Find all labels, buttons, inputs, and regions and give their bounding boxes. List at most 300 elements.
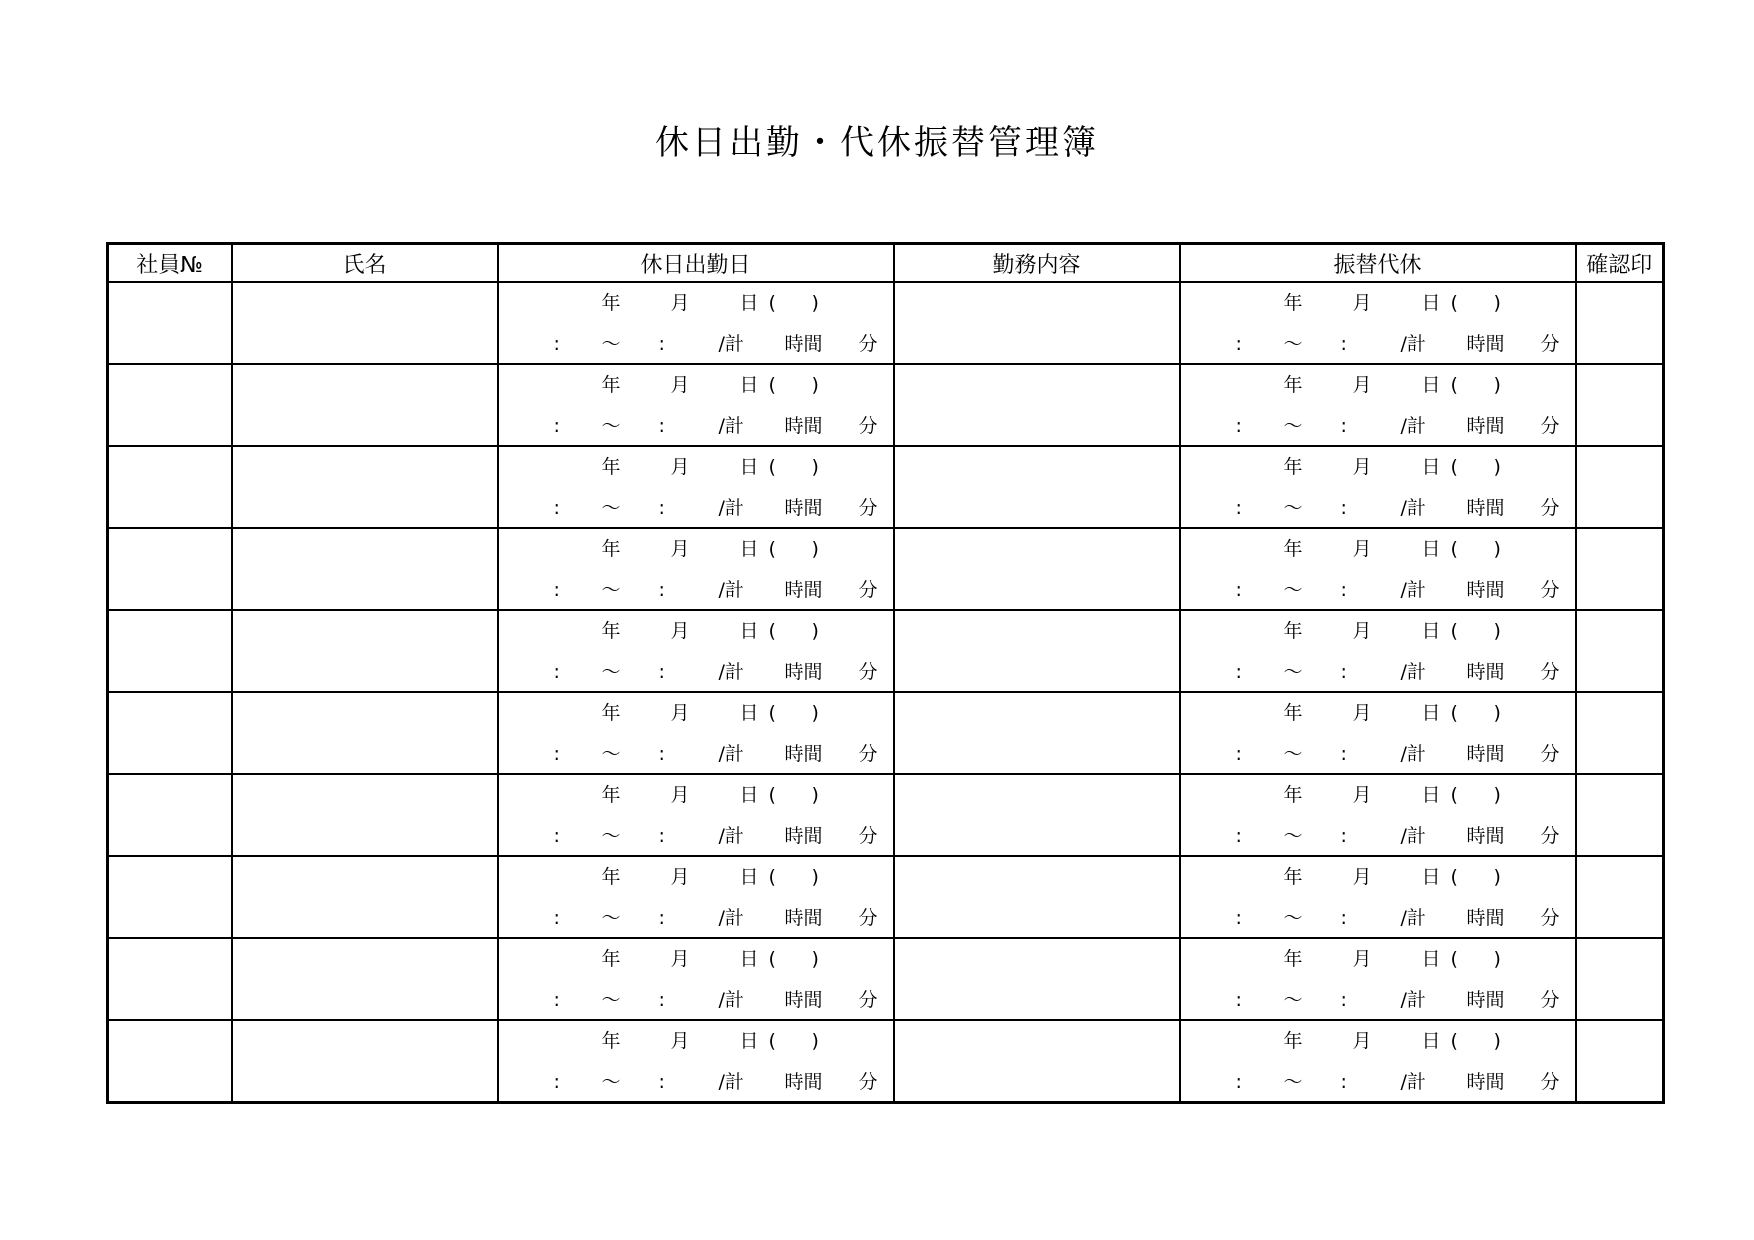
substitute-holiday-cell[interactable]	[1180, 774, 1576, 856]
substitute-holiday-time-colon-start-label: :	[1235, 1071, 1242, 1093]
confirm-seal-cell[interactable]	[1576, 364, 1664, 446]
holiday-work-time-tilde-label: ～	[601, 497, 621, 519]
substitute-holiday-day-label: 日	[1421, 620, 1441, 642]
employee-no-cell-value	[109, 1021, 231, 1101]
confirm-seal-cell[interactable]	[1576, 692, 1664, 774]
substitute-holiday-month-label: 月	[1352, 538, 1372, 560]
substitute-holiday-day-label: 日	[1421, 456, 1441, 478]
substitute-holiday-time-minutes-label: 分	[1540, 497, 1560, 519]
name-cell-value	[233, 283, 497, 363]
holiday-work-time-colon-end-label: :	[658, 415, 665, 437]
work-content-cell[interactable]	[894, 446, 1180, 528]
work-content-cell-value	[895, 283, 1179, 363]
substitute-holiday-time-colon-start-label: :	[1235, 989, 1242, 1011]
confirm-seal-cell[interactable]	[1576, 610, 1664, 692]
substitute-holiday-fields	[1181, 1021, 1575, 1101]
substitute-holiday-time-minutes-label: 分	[1540, 415, 1560, 437]
employee-no-cell[interactable]	[108, 938, 232, 1020]
name-cell-value	[233, 529, 497, 609]
substitute-holiday-open-paren-label: (	[1450, 948, 1458, 970]
holiday-work-time-minutes-label: 分	[858, 825, 878, 847]
holiday-work-time-hours-label: 時間	[784, 1071, 823, 1093]
name-cell[interactable]	[232, 282, 498, 364]
table-row	[108, 1020, 1664, 1103]
substitute-holiday-day-label: 日	[1421, 538, 1441, 560]
holiday-work-time-hours-label: 時間	[784, 415, 823, 437]
holiday-work-time-total-label: /計	[718, 333, 744, 355]
holiday-work-time-colon-start-label: :	[553, 497, 560, 519]
substitute-holiday-month-label: 月	[1352, 866, 1372, 888]
substitute-holiday-time-colon-start-label: :	[1235, 907, 1242, 929]
holiday-work-time-minutes-label: 分	[858, 661, 878, 683]
holiday-work-open-paren-label: (	[768, 784, 776, 806]
holiday-work-time-total-label: /計	[718, 1071, 744, 1093]
holiday-work-close-paren-label: )	[811, 374, 819, 396]
holiday-work-time-minutes-label: 分	[858, 1071, 878, 1093]
substitute-holiday-year-label: 年	[1283, 620, 1303, 642]
table-row	[108, 446, 1664, 528]
substitute-holiday-day-label: 日	[1421, 292, 1441, 314]
holiday-work-cell[interactable]	[498, 1020, 894, 1103]
substitute-holiday-close-paren-label: )	[1493, 866, 1501, 888]
work-content-cell[interactable]	[894, 856, 1180, 938]
name-cell-value	[233, 611, 497, 691]
holiday-work-time-colon-start-label: :	[553, 825, 560, 847]
page-title: 休日出勤・代休振替管理簿	[655, 123, 1099, 163]
holiday-work-time-hours-label: 時間	[784, 825, 823, 847]
name-cell-value	[233, 857, 497, 937]
confirm-seal-cell-value	[1577, 775, 1663, 855]
substitute-holiday-time-total-label: /計	[1400, 825, 1426, 847]
substitute-holiday-cell[interactable]	[1180, 528, 1576, 610]
work-content-cell-value	[895, 1021, 1179, 1101]
holiday-work-fields	[499, 693, 893, 773]
substitute-holiday-time-total-label: /計	[1400, 1071, 1426, 1093]
holiday-work-month-label: 月	[670, 292, 690, 314]
substitute-holiday-day-label: 日	[1421, 702, 1441, 724]
holiday-work-time-hours-label: 時間	[784, 907, 823, 929]
employee-no-cell[interactable]	[108, 692, 232, 774]
substitute-holiday-time-colon-end-label: :	[1340, 333, 1347, 355]
substitute-holiday-time-colon-end-label: :	[1340, 415, 1347, 437]
substitute-holiday-close-paren-label: )	[1493, 374, 1501, 396]
substitute-holiday-time-hours-label: 時間	[1466, 415, 1505, 437]
substitute-holiday-time-tilde-label: ～	[1283, 661, 1303, 683]
holiday-work-month-label: 月	[670, 456, 690, 478]
substitute-holiday-fields	[1181, 447, 1575, 527]
holiday-work-time-hours-label: 時間	[784, 743, 823, 765]
holiday-work-cell[interactable]	[498, 610, 894, 692]
substitute-holiday-time-tilde-label: ～	[1283, 1071, 1303, 1093]
name-cell[interactable]	[232, 528, 498, 610]
substitute-holiday-time-colon-end-label: :	[1340, 989, 1347, 1011]
substitute-holiday-open-paren-label: (	[1450, 784, 1458, 806]
confirm-seal-cell-value	[1577, 939, 1663, 1019]
header-employee-no: 社員№	[108, 244, 232, 283]
confirm-seal-cell[interactable]	[1576, 938, 1664, 1020]
substitute-holiday-time-colon-start-label: :	[1235, 661, 1242, 683]
table-row	[108, 364, 1664, 446]
holiday-work-close-paren-label: )	[811, 620, 819, 642]
substitute-holiday-open-paren-label: (	[1450, 538, 1458, 560]
confirm-seal-cell[interactable]	[1576, 528, 1664, 610]
substitute-holiday-time-colon-end-label: :	[1340, 1071, 1347, 1093]
work-content-cell[interactable]	[894, 364, 1180, 446]
holiday-work-open-paren-label: (	[768, 948, 776, 970]
confirm-seal-cell[interactable]	[1576, 856, 1664, 938]
holiday-work-day-label: 日	[739, 784, 759, 806]
holiday-work-open-paren-label: (	[768, 292, 776, 314]
substitute-holiday-time-hours-label: 時間	[1466, 1071, 1505, 1093]
holiday-work-time-hours-label: 時間	[784, 661, 823, 683]
holiday-work-fields	[499, 775, 893, 855]
work-content-cell[interactable]	[894, 610, 1180, 692]
holiday-work-time-colon-start-label: :	[553, 1071, 560, 1093]
holiday-work-fields	[499, 611, 893, 691]
employee-no-cell[interactable]	[108, 528, 232, 610]
holiday-work-close-paren-label: )	[811, 456, 819, 478]
substitute-holiday-month-label: 月	[1352, 374, 1372, 396]
holiday-work-month-label: 月	[670, 866, 690, 888]
employee-no-cell-value	[109, 611, 231, 691]
substitute-holiday-year-label: 年	[1283, 866, 1303, 888]
holiday-work-time-minutes-label: 分	[858, 333, 878, 355]
table-row	[108, 692, 1664, 774]
substitute-holiday-time-tilde-label: ～	[1283, 497, 1303, 519]
work-content-cell-value	[895, 365, 1179, 445]
holiday-work-time-total-label: /計	[718, 579, 744, 601]
substitute-holiday-fields	[1181, 611, 1575, 691]
substitute-holiday-open-paren-label: (	[1450, 620, 1458, 642]
table-row	[108, 528, 1664, 610]
confirm-seal-cell-value	[1577, 693, 1663, 773]
substitute-holiday-close-paren-label: )	[1493, 1030, 1501, 1052]
substitute-holiday-time-hours-label: 時間	[1466, 333, 1505, 355]
name-cell[interactable]	[232, 938, 498, 1020]
holiday-work-year-label: 年	[601, 784, 621, 806]
substitute-holiday-year-label: 年	[1283, 948, 1303, 970]
substitute-holiday-time-colon-end-label: :	[1340, 497, 1347, 519]
confirm-seal-cell[interactable]	[1576, 774, 1664, 856]
holiday-work-month-label: 月	[670, 784, 690, 806]
employee-no-cell[interactable]	[108, 1020, 232, 1103]
substitute-holiday-time-minutes-label: 分	[1540, 825, 1560, 847]
header-substitute-holiday: 振替代休	[1180, 244, 1576, 283]
holiday-work-time-colon-start-label: :	[553, 579, 560, 601]
substitute-holiday-fields	[1181, 939, 1575, 1019]
employee-no-cell-value	[109, 939, 231, 1019]
substitute-holiday-fields	[1181, 283, 1575, 363]
holiday-work-time-colon-start-label: :	[553, 333, 560, 355]
holiday-work-time-tilde-label: ～	[601, 415, 621, 437]
holiday-work-time-tilde-label: ～	[601, 825, 621, 847]
substitute-holiday-year-label: 年	[1283, 784, 1303, 806]
holiday-work-open-paren-label: (	[768, 1030, 776, 1052]
substitute-holiday-time-total-label: /計	[1400, 415, 1426, 437]
holiday-work-time-colon-start-label: :	[553, 989, 560, 1011]
substitute-holiday-time-colon-start-label: :	[1235, 579, 1242, 601]
holiday-work-day-label: 日	[739, 948, 759, 970]
holiday-work-time-hours-label: 時間	[784, 989, 823, 1011]
name-cell[interactable]	[232, 774, 498, 856]
holiday-work-open-paren-label: (	[768, 374, 776, 396]
substitute-holiday-time-tilde-label: ～	[1283, 333, 1303, 355]
holiday-work-year-label: 年	[601, 292, 621, 314]
holiday-work-time-minutes-label: 分	[858, 743, 878, 765]
substitute-holiday-month-label: 月	[1352, 456, 1372, 478]
holiday-work-time-tilde-label: ～	[601, 661, 621, 683]
holiday-work-time-colon-start-label: :	[553, 415, 560, 437]
substitute-holiday-time-total-label: /計	[1400, 907, 1426, 929]
name-cell-value	[233, 1021, 497, 1101]
substitute-holiday-time-hours-label: 時間	[1466, 579, 1505, 601]
substitute-holiday-cell[interactable]	[1180, 1020, 1576, 1103]
holiday-work-year-label: 年	[601, 538, 621, 560]
holiday-work-fields	[499, 1021, 893, 1101]
header-name: 氏名	[232, 244, 498, 283]
holiday-work-year-label: 年	[601, 702, 621, 724]
holiday-work-cell[interactable]	[498, 774, 894, 856]
table-row	[108, 610, 1664, 692]
substitute-holiday-open-paren-label: (	[1450, 1030, 1458, 1052]
work-content-cell[interactable]	[894, 1020, 1180, 1103]
substitute-holiday-close-paren-label: )	[1493, 948, 1501, 970]
holiday-work-day-label: 日	[739, 292, 759, 314]
substitute-holiday-month-label: 月	[1352, 292, 1372, 314]
holiday-work-open-paren-label: (	[768, 620, 776, 642]
substitute-holiday-year-label: 年	[1283, 538, 1303, 560]
confirm-seal-cell-value	[1577, 611, 1663, 691]
header-confirm-seal: 確認印	[1576, 244, 1664, 283]
name-cell-value	[233, 365, 497, 445]
employee-no-cell[interactable]	[108, 446, 232, 528]
holiday-work-time-total-label: /計	[718, 907, 744, 929]
holiday-work-time-colon-end-label: :	[658, 579, 665, 601]
holiday-work-time-tilde-label: ～	[601, 743, 621, 765]
substitute-holiday-time-minutes-label: 分	[1540, 579, 1560, 601]
employee-no-cell[interactable]	[108, 856, 232, 938]
name-cell[interactable]	[232, 1020, 498, 1103]
holiday-work-time-total-label: /計	[718, 825, 744, 847]
employee-no-cell[interactable]	[108, 282, 232, 364]
substitute-holiday-fields	[1181, 529, 1575, 609]
employee-no-cell[interactable]	[108, 610, 232, 692]
employee-no-cell-value	[109, 857, 231, 937]
holiday-work-time-colon-end-label: :	[658, 907, 665, 929]
holiday-work-day-label: 日	[739, 866, 759, 888]
employee-no-cell-value	[109, 447, 231, 527]
substitute-holiday-time-total-label: /計	[1400, 989, 1426, 1011]
substitute-holiday-time-colon-start-label: :	[1235, 415, 1242, 437]
work-content-cell[interactable]	[894, 528, 1180, 610]
confirm-seal-cell-value	[1577, 447, 1663, 527]
holiday-work-time-minutes-label: 分	[858, 579, 878, 601]
holiday-work-cell[interactable]	[498, 528, 894, 610]
name-cell[interactable]	[232, 856, 498, 938]
holiday-work-close-paren-label: )	[811, 1030, 819, 1052]
substitute-holiday-time-colon-start-label: :	[1235, 825, 1242, 847]
holiday-work-time-total-label: /計	[718, 661, 744, 683]
substitute-holiday-cell[interactable]	[1180, 610, 1576, 692]
substitute-holiday-time-minutes-label: 分	[1540, 989, 1560, 1011]
holiday-work-day-label: 日	[739, 1030, 759, 1052]
holiday-work-time-tilde-label: ～	[601, 333, 621, 355]
holiday-work-open-paren-label: (	[768, 866, 776, 888]
work-content-cell[interactable]	[894, 282, 1180, 364]
holiday-work-close-paren-label: )	[811, 538, 819, 560]
substitute-holiday-time-minutes-label: 分	[1540, 333, 1560, 355]
holiday-work-day-label: 日	[739, 456, 759, 478]
holiday-work-cell[interactable]	[498, 364, 894, 446]
substitute-holiday-time-tilde-label: ～	[1283, 825, 1303, 847]
name-cell-value	[233, 693, 497, 773]
work-content-cell[interactable]	[894, 692, 1180, 774]
employee-no-cell-value	[109, 365, 231, 445]
name-cell[interactable]	[232, 446, 498, 528]
substitute-holiday-time-tilde-label: ～	[1283, 907, 1303, 929]
substitute-holiday-cell[interactable]	[1180, 446, 1576, 528]
name-cell-value	[233, 775, 497, 855]
holiday-work-time-tilde-label: ～	[601, 579, 621, 601]
holiday-work-time-colon-start-label: :	[553, 661, 560, 683]
holiday-work-time-colon-end-label: :	[658, 497, 665, 519]
substitute-holiday-fields	[1181, 857, 1575, 937]
holiday-work-time-tilde-label: ～	[601, 907, 621, 929]
holiday-work-month-label: 月	[670, 1030, 690, 1052]
holiday-work-time-total-label: /計	[718, 743, 744, 765]
employee-no-cell-value	[109, 775, 231, 855]
substitute-holiday-time-tilde-label: ～	[1283, 743, 1303, 765]
employee-no-cell[interactable]	[108, 364, 232, 446]
substitute-holiday-time-total-label: /計	[1400, 743, 1426, 765]
substitute-holiday-cell[interactable]	[1180, 938, 1576, 1020]
confirm-seal-cell-value	[1577, 1021, 1663, 1101]
substitute-holiday-time-colon-start-label: :	[1235, 497, 1242, 519]
header-holiday-work-date: 休日出勤日	[498, 244, 894, 283]
substitute-holiday-year-label: 年	[1283, 702, 1303, 724]
holiday-work-close-paren-label: )	[811, 702, 819, 724]
holiday-work-cell[interactable]	[498, 856, 894, 938]
substitute-holiday-time-hours-label: 時間	[1466, 743, 1505, 765]
substitute-holiday-day-label: 日	[1421, 866, 1441, 888]
header-row	[108, 244, 1664, 283]
holiday-work-day-label: 日	[739, 620, 759, 642]
substitute-holiday-time-hours-label: 時間	[1466, 497, 1505, 519]
name-cell[interactable]	[232, 364, 498, 446]
substitute-holiday-day-label: 日	[1421, 784, 1441, 806]
employee-no-cell-value	[109, 693, 231, 773]
substitute-holiday-cell[interactable]	[1180, 856, 1576, 938]
work-content-cell-value	[895, 775, 1179, 855]
holiday-work-cell[interactable]	[498, 446, 894, 528]
holiday-work-time-tilde-label: ～	[601, 1071, 621, 1093]
substitute-holiday-time-hours-label: 時間	[1466, 825, 1505, 847]
substitute-holiday-time-minutes-label: 分	[1540, 1071, 1560, 1093]
substitute-holiday-open-paren-label: (	[1450, 702, 1458, 724]
holiday-work-time-minutes-label: 分	[858, 989, 878, 1011]
substitute-holiday-close-paren-label: )	[1493, 784, 1501, 806]
employee-no-cell[interactable]	[108, 774, 232, 856]
substitute-holiday-cell[interactable]	[1180, 692, 1576, 774]
substitute-holiday-day-label: 日	[1421, 374, 1441, 396]
holiday-work-cell[interactable]	[498, 938, 894, 1020]
substitute-holiday-close-paren-label: )	[1493, 292, 1501, 314]
holiday-work-cell[interactable]	[498, 282, 894, 364]
substitute-holiday-open-paren-label: (	[1450, 292, 1458, 314]
substitute-holiday-day-label: 日	[1421, 948, 1441, 970]
holiday-work-month-label: 月	[670, 620, 690, 642]
holiday-work-close-paren-label: )	[811, 292, 819, 314]
holiday-work-time-hours-label: 時間	[784, 579, 823, 601]
holiday-work-month-label: 月	[670, 374, 690, 396]
holiday-work-year-label: 年	[601, 456, 621, 478]
confirm-seal-cell-value	[1577, 365, 1663, 445]
holiday-work-cell[interactable]	[498, 692, 894, 774]
substitute-holiday-time-colon-start-label: :	[1235, 333, 1242, 355]
work-content-cell-value	[895, 693, 1179, 773]
holiday-work-month-label: 月	[670, 702, 690, 724]
holiday-work-time-tilde-label: ～	[601, 989, 621, 1011]
substitute-holiday-time-hours-label: 時間	[1466, 989, 1505, 1011]
substitute-holiday-cell[interactable]	[1180, 282, 1576, 364]
holiday-work-day-label: 日	[739, 538, 759, 560]
substitute-holiday-open-paren-label: (	[1450, 374, 1458, 396]
confirm-seal-cell[interactable]	[1576, 1020, 1664, 1103]
work-content-cell[interactable]	[894, 938, 1180, 1020]
holiday-work-time-minutes-label: 分	[858, 907, 878, 929]
substitute-holiday-close-paren-label: )	[1493, 456, 1501, 478]
substitute-holiday-time-tilde-label: ～	[1283, 989, 1303, 1011]
holiday-work-time-total-label: /計	[718, 497, 744, 519]
name-cell[interactable]	[232, 610, 498, 692]
holiday-work-time-colon-end-label: :	[658, 743, 665, 765]
holiday-work-time-minutes-label: 分	[858, 415, 878, 437]
holiday-work-fields	[499, 857, 893, 937]
holiday-work-fields	[499, 939, 893, 1019]
substitute-holiday-year-label: 年	[1283, 374, 1303, 396]
holiday-work-day-label: 日	[739, 374, 759, 396]
substitute-holiday-time-total-label: /計	[1400, 497, 1426, 519]
employee-no-cell-value	[109, 283, 231, 363]
confirm-seal-cell[interactable]	[1576, 446, 1664, 528]
holiday-work-month-label: 月	[670, 948, 690, 970]
confirm-seal-cell-value	[1577, 529, 1663, 609]
holiday-work-year-label: 年	[601, 866, 621, 888]
substitute-holiday-open-paren-label: (	[1450, 866, 1458, 888]
table-row	[108, 856, 1664, 938]
holiday-work-time-colon-end-label: :	[658, 1071, 665, 1093]
substitute-holiday-cell[interactable]	[1180, 364, 1576, 446]
holiday-work-time-hours-label: 時間	[784, 497, 823, 519]
holiday-work-fields	[499, 447, 893, 527]
confirm-seal-cell[interactable]	[1576, 282, 1664, 364]
holiday-work-time-colon-end-label: :	[658, 989, 665, 1011]
holiday-work-open-paren-label: (	[768, 702, 776, 724]
substitute-holiday-month-label: 月	[1352, 948, 1372, 970]
work-content-cell[interactable]	[894, 774, 1180, 856]
substitute-holiday-time-minutes-label: 分	[1540, 907, 1560, 929]
work-content-cell-value	[895, 939, 1179, 1019]
substitute-holiday-time-minutes-label: 分	[1540, 661, 1560, 683]
substitute-holiday-year-label: 年	[1283, 292, 1303, 314]
name-cell[interactable]	[232, 692, 498, 774]
holiday-work-fields	[499, 365, 893, 445]
substitute-holiday-time-minutes-label: 分	[1540, 743, 1560, 765]
holiday-work-month-label: 月	[670, 538, 690, 560]
substitute-holiday-year-label: 年	[1283, 1030, 1303, 1052]
ledger-table	[106, 242, 1665, 1104]
confirm-seal-cell-value	[1577, 283, 1663, 363]
